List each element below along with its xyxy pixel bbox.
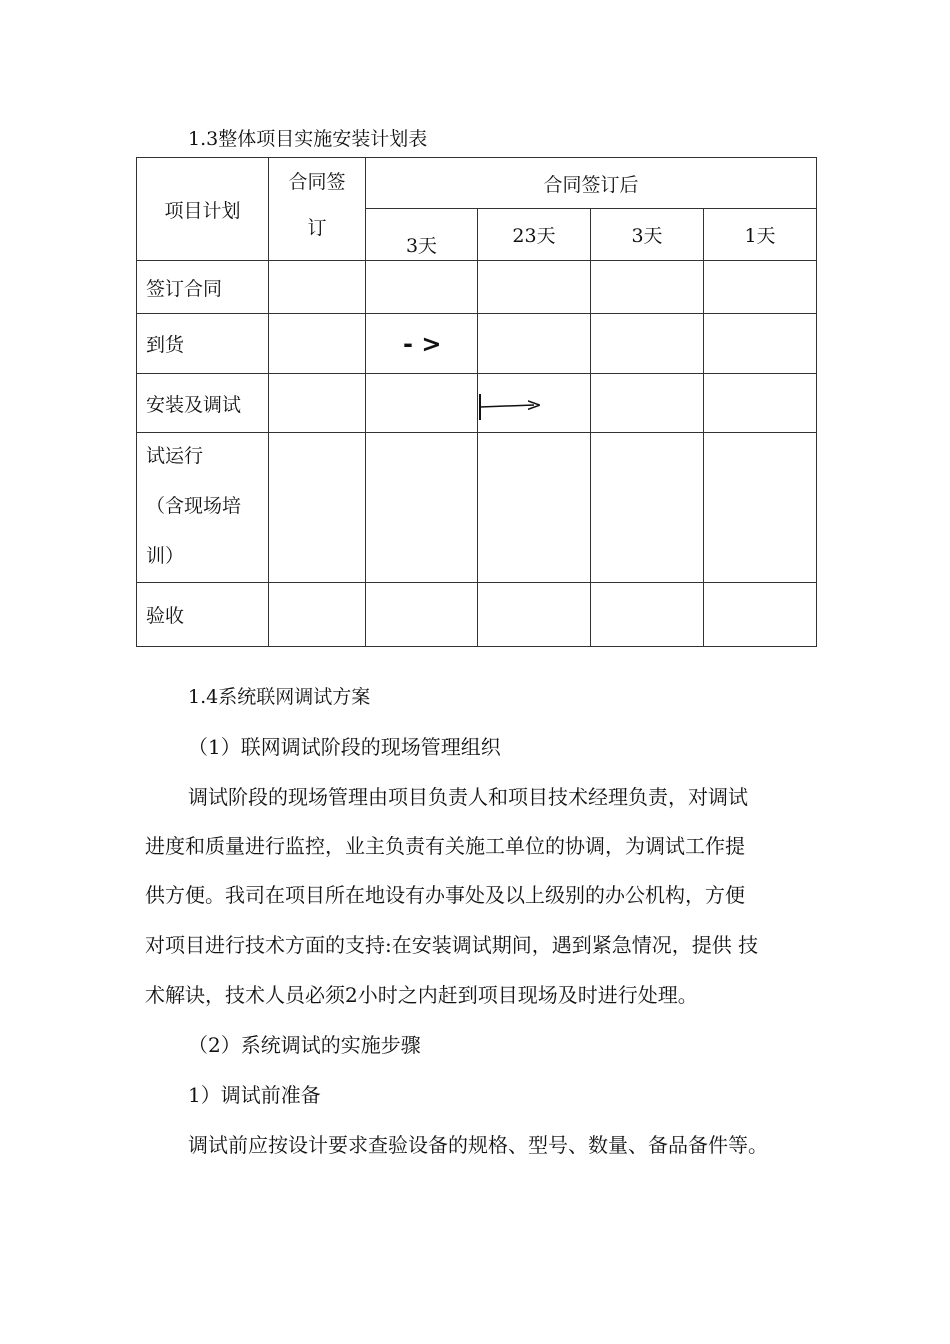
subheading-3: 1）调试前准备 — [188, 1083, 321, 1107]
table-row — [137, 261, 817, 314]
paragraph-line-5: 术解诀，技术人员必须2小时之内赶到项目现场及时进行处理。 — [145, 983, 698, 1007]
header-day-3: 1天 — [704, 209, 817, 261]
row-label-sign-contract: 签订合同 — [137, 261, 269, 314]
header-contract-sign-line2: 订 — [307, 217, 327, 239]
paragraph-line-1: 调试阶段的现场管理由项目负责人和项目技术经理负责，对调试 — [188, 785, 748, 809]
header-project-plan: 项目计划 — [137, 158, 269, 261]
table-row — [137, 433, 817, 583]
install-debug-arrow — [478, 392, 548, 422]
subheading-2: （2）系统调试的实施步骤 — [188, 1033, 421, 1057]
row-label-install-debug: 安装及调试 — [137, 374, 269, 433]
header-day-0: 3天 — [366, 209, 478, 261]
subheading-1: （1）联网调试阶段的现场管理组织 — [188, 735, 501, 759]
paragraph-line-2: 进度和质量进行监控，业主负责有关施工单位的协调，为调试工作提 — [145, 834, 745, 858]
table-row — [137, 374, 817, 433]
arrival-arrow-mark: - > — [403, 330, 442, 358]
section-title-1-4: 1.4系统联网调试方案 — [188, 686, 371, 708]
row-label-trial-run: 试运行 （含现场培 训） — [137, 433, 269, 583]
header-contract-sign — [269, 158, 366, 261]
row-label-acceptance: 验收 — [137, 583, 269, 647]
paragraph-prep: 调试前应按设计要求查验设备的规格、型号、数量、备品备件等。 — [188, 1133, 768, 1157]
header-after-sign: 合同签订后 — [366, 158, 817, 209]
install-debug-arrowhead: > — [526, 394, 542, 416]
header-day-1: 23天 — [478, 209, 591, 261]
table-row — [137, 314, 817, 374]
header-day-2: 3天 — [591, 209, 704, 261]
section-title-1-3: 1.3整体项目实施安装计划表 — [188, 128, 428, 150]
header-contract-sign-line1: 合同签 — [288, 171, 346, 193]
table-row — [137, 583, 817, 647]
paragraph-line-3: 供方便。我司在项目所在地设有办事处及以上级别的办公机构，方便 — [145, 883, 745, 907]
row-label-arrival: 到货 — [137, 314, 269, 374]
implementation-plan-table — [136, 157, 817, 647]
paragraph-line-4: 对项目进行技术方面的支持:在安装调试期间，遇到紧急情况，提供 技 — [145, 933, 759, 957]
